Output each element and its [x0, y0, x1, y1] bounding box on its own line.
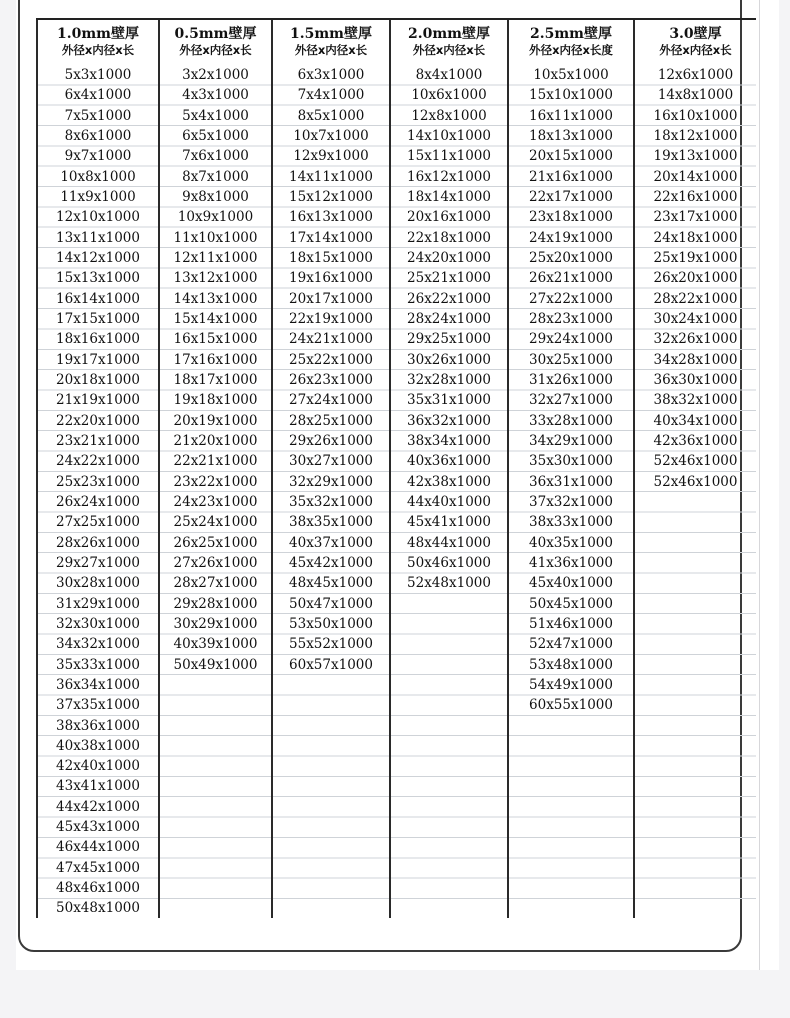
table-cell: 52x46x1000: [653, 473, 738, 490]
table-cell: 35x32x1000: [289, 493, 373, 510]
table-cell: 51x46x1000: [529, 615, 613, 632]
table-cell: 20x18x1000: [56, 371, 140, 388]
table-cell: 48x45x1000: [289, 575, 373, 592]
table-cell: 7x4x1000: [297, 87, 365, 104]
table-cell: 7x6x1000: [182, 148, 249, 165]
table-cell: 4x3x1000: [182, 87, 249, 104]
table-cell: 60x55x1000: [529, 697, 613, 714]
table-cell: 15x13x1000: [56, 270, 140, 287]
column-subtitle: 外径x内径x长: [294, 43, 368, 57]
table-cell: 11x9x1000: [60, 188, 136, 205]
table-cell: 34x28x1000: [653, 351, 738, 368]
column-2-0mm: [391, 20, 509, 918]
table-cell: 26x21x1000: [529, 270, 613, 287]
table-cell: 19x16x1000: [289, 270, 373, 287]
table-cell: 42x40x1000: [56, 758, 140, 775]
table-cell: 33x28x1000: [529, 412, 613, 429]
column-1-5mm: [273, 20, 391, 918]
table-cell: 3x2x1000: [182, 67, 249, 83]
table-cell: 5x3x1000: [64, 67, 132, 83]
table-cell: 13x12x1000: [173, 270, 258, 287]
table-cell: 12x6x1000: [657, 67, 734, 83]
table-cell: 19x17x1000: [56, 351, 140, 368]
table-cell: 8x6x1000: [64, 127, 132, 144]
table-cell: 16x13x1000: [289, 209, 373, 226]
table-cell: 22x17x1000: [529, 188, 613, 205]
column-subtitle: 外径x内径x长: [61, 43, 135, 57]
table-cell: 36x34x1000: [56, 676, 140, 693]
table-cell: 50x45x1000: [529, 595, 613, 612]
table-cell: 8x4x1000: [415, 67, 483, 83]
table-cell: 21x16x1000: [529, 168, 613, 185]
table-cell: 30x24x1000: [653, 310, 738, 327]
column-title: 1.5mm壁厚: [290, 26, 372, 42]
table-cell: 15x10x1000: [529, 87, 613, 104]
table-cell: 23x22x1000: [173, 473, 258, 490]
table-cell: 8x7x1000: [182, 168, 249, 185]
table-cell: 32x28x1000: [407, 371, 491, 388]
table-cell: 8x5x1000: [297, 107, 365, 124]
table-cell: 5x4x1000: [182, 107, 249, 124]
column-header: [273, 20, 389, 65]
table-cell: 16x10x1000: [653, 107, 738, 124]
table-cell: 19x18x1000: [173, 392, 258, 409]
table-cell: 18x14x1000: [407, 188, 491, 205]
table-cell: 30x25x1000: [529, 351, 613, 368]
table-cell: 6x3x1000: [297, 67, 365, 83]
table-cell: 50x48x1000: [56, 900, 140, 917]
table-cell: 12x10x1000: [56, 209, 140, 226]
column-header: [160, 20, 271, 65]
table-cell: 27x25x1000: [56, 514, 140, 531]
table-cell: 21x19x1000: [56, 392, 140, 409]
table-cell: 30x26x1000: [407, 351, 491, 368]
column-title: 2.5mm壁厚: [530, 26, 612, 42]
table-cell: 23x17x1000: [653, 209, 738, 226]
table-cell: 13x11x1000: [56, 229, 140, 246]
table-cell: 31x26x1000: [529, 371, 613, 388]
column-3-0mm: [635, 20, 756, 918]
column-title: 2.0mm壁厚: [408, 26, 490, 42]
table-cell: 40x39x1000: [173, 636, 258, 653]
table-cell: 35x33x1000: [56, 656, 140, 673]
table-cell: 25x24x1000: [173, 514, 258, 531]
table-cell: 40x36x1000: [407, 453, 491, 470]
table-cell: 35x31x1000: [407, 392, 491, 409]
table-cell: 18x15x1000: [289, 249, 373, 266]
table-cell: 43x41x1000: [56, 778, 140, 795]
table-cell: 22x20x1000: [56, 412, 140, 429]
table-cell: 48x46x1000: [56, 880, 140, 897]
column-rows: [273, 65, 389, 918]
table-cell: 26x24x1000: [56, 493, 140, 510]
table-cell: 29x25x1000: [407, 331, 491, 348]
table-cell: 14x8x1000: [657, 87, 734, 104]
table-cell: 38x36x1000: [56, 717, 140, 734]
table-cell: 22x18x1000: [407, 229, 491, 246]
table-cell: 15x14x1000: [173, 310, 258, 327]
table-cell: 24x19x1000: [529, 229, 613, 246]
table-cell: 21x20x1000: [173, 432, 258, 449]
table-cell: 10x5x1000: [533, 67, 609, 83]
column-subtitle: 外径x内径x长度: [529, 43, 613, 57]
table-cell: 25x22x1000: [289, 351, 373, 368]
table-cell: 34x32x1000: [56, 636, 140, 653]
table-cell: 28x26x1000: [56, 534, 140, 551]
table-cell: 54x49x1000: [529, 676, 613, 693]
table-cell: 55x52x1000: [289, 636, 373, 653]
table-cell: 50x49x1000: [173, 656, 258, 673]
column-rows: [391, 65, 507, 918]
table-cell: 32x30x1000: [56, 615, 140, 632]
table-cell: 38x32x1000: [653, 392, 738, 409]
table-cell: 22x19x1000: [289, 310, 373, 327]
table-cell: 28x23x1000: [529, 310, 613, 327]
table-cell: 28x24x1000: [407, 310, 491, 327]
table-cell: 29x28x1000: [173, 595, 258, 612]
table-cell: 24x22x1000: [56, 453, 140, 470]
column-header: [38, 20, 158, 65]
table-cell: 14x10x1000: [407, 127, 491, 144]
table-cell: 42x36x1000: [653, 432, 738, 449]
table-cell: 9x7x1000: [64, 148, 132, 165]
table-cell: 16x11x1000: [529, 107, 613, 124]
table-cell: 10x7x1000: [293, 127, 369, 144]
table-cell: 15x12x1000: [289, 188, 373, 205]
table-cell: 45x41x1000: [407, 514, 491, 531]
table-cell: 23x18x1000: [529, 209, 613, 226]
table-cell: 15x11x1000: [407, 148, 491, 165]
table-cell: 12x9x1000: [293, 148, 369, 165]
table-cell: 20x19x1000: [173, 412, 258, 429]
table-cell: 40x37x1000: [289, 534, 373, 551]
table-cell: 40x34x1000: [653, 412, 738, 429]
table-cell: 18x12x1000: [653, 127, 738, 144]
table-cell: 17x14x1000: [289, 229, 373, 246]
table-cell: 24x21x1000: [289, 331, 373, 348]
table-cell: 20x14x1000: [653, 168, 738, 185]
table-cell: 28x25x1000: [289, 412, 373, 429]
table-cell: 42x38x1000: [407, 473, 491, 490]
column-rows: [635, 65, 756, 918]
table-cell: 29x26x1000: [289, 432, 373, 449]
table-cell: 32x29x1000: [289, 473, 373, 490]
table-cell: 44x42x1000: [56, 798, 140, 815]
table-cell: 16x12x1000: [407, 168, 491, 185]
table-cell: 25x23x1000: [56, 473, 140, 490]
table-cell: 27x22x1000: [529, 290, 613, 307]
tube-size-table: [36, 20, 756, 918]
table-cell: 48x44x1000: [407, 534, 491, 551]
table-cell: 20x16x1000: [407, 209, 491, 226]
column-title: 0.5mm壁厚: [174, 26, 257, 42]
table-cell: 30x27x1000: [289, 453, 373, 470]
table-cell: 14x11x1000: [289, 168, 373, 185]
column-rows: [509, 65, 633, 918]
table-cell: 53x50x1000: [289, 615, 373, 632]
table-cell: 22x21x1000: [173, 453, 258, 470]
table-cell: 26x20x1000: [653, 270, 738, 287]
table-cell: 24x20x1000: [407, 249, 491, 266]
table-cell: 46x44x1000: [56, 839, 140, 856]
table-cell: 25x19x1000: [653, 249, 738, 266]
table-cell: 38x34x1000: [407, 432, 491, 449]
table-cell: 26x25x1000: [173, 534, 258, 551]
column-header: [391, 20, 507, 65]
table-cell: 18x17x1000: [173, 371, 258, 388]
table-cell: 36x32x1000: [407, 412, 491, 429]
table-cell: 50x46x1000: [407, 554, 491, 571]
table-cell: 22x16x1000: [653, 188, 738, 205]
table-cell: 38x33x1000: [529, 514, 613, 531]
table-cell: 25x21x1000: [407, 270, 491, 287]
table-cell: 37x32x1000: [529, 493, 613, 510]
table-cell: 6x5x1000: [182, 127, 249, 144]
table-cell: 50x47x1000: [289, 595, 373, 612]
table-cell: 10x8x1000: [60, 168, 136, 185]
table-cell: 26x23x1000: [289, 371, 373, 388]
table-cell: 52x47x1000: [529, 636, 613, 653]
table-cell: 6x4x1000: [64, 87, 132, 104]
table-cell: 29x24x1000: [529, 331, 613, 348]
table-cell: 45x42x1000: [289, 554, 373, 571]
table-cell: 14x13x1000: [173, 290, 258, 307]
table-cell: 12x8x1000: [411, 107, 487, 124]
table-cell: 52x48x1000: [407, 575, 491, 592]
column-header: [635, 20, 756, 65]
table-cell: 28x22x1000: [653, 290, 738, 307]
table-cell: 40x38x1000: [56, 737, 140, 754]
table-cell: 38x35x1000: [289, 514, 373, 531]
column-title: 3.0壁厚: [669, 26, 722, 42]
table-cell: 47x45x1000: [56, 859, 140, 876]
table-cell: 27x24x1000: [289, 392, 373, 409]
column-subtitle: 外径x内径x长: [179, 43, 252, 57]
column-header: [509, 20, 633, 65]
table-cell: 28x27x1000: [173, 575, 258, 592]
table-cell: 34x29x1000: [529, 432, 613, 449]
table-cell: 16x15x1000: [173, 331, 258, 348]
table-cell: 7x5x1000: [64, 107, 132, 124]
table-cell: 16x14x1000: [56, 290, 140, 307]
table-cell: 23x21x1000: [56, 432, 140, 449]
column-1-0mm: [36, 20, 160, 918]
table-cell: 45x40x1000: [529, 575, 613, 592]
table-cell: 17x16x1000: [173, 351, 258, 368]
table-cell: 45x43x1000: [56, 819, 140, 836]
table-cell: 30x28x1000: [56, 575, 140, 592]
table-cell: 44x40x1000: [407, 493, 491, 510]
table-cell: 20x15x1000: [529, 148, 613, 165]
table-cell: 36x31x1000: [529, 473, 613, 490]
column-rows: [38, 65, 158, 918]
table-cell: 35x30x1000: [529, 453, 613, 470]
table-cell: 31x29x1000: [56, 595, 140, 612]
table-cell: 14x12x1000: [56, 249, 140, 266]
table-cell: 36x30x1000: [653, 371, 738, 388]
table-cell: 40x35x1000: [529, 534, 613, 551]
table-cell: 32x26x1000: [653, 331, 738, 348]
column-title: 1.0mm壁厚: [57, 26, 139, 42]
table-cell: 18x13x1000: [529, 127, 613, 144]
table-cell: 41x36x1000: [529, 554, 613, 571]
table-cell: 30x29x1000: [173, 615, 258, 632]
column-subtitle: 外径x内径x长: [412, 43, 486, 57]
table-cell: 24x23x1000: [173, 493, 258, 510]
column-rows: [160, 65, 271, 918]
table-cell: 60x57x1000: [289, 656, 373, 673]
table-cell: 18x16x1000: [56, 331, 140, 348]
table-cell: 17x15x1000: [56, 310, 140, 327]
table-cell: 37x35x1000: [56, 697, 140, 714]
page-edge-divider: [759, 0, 760, 970]
table-cell: 19x13x1000: [653, 148, 738, 165]
column-subtitle: 外径x内径x长: [659, 43, 732, 57]
column-2-5mm: [509, 20, 635, 918]
table-cell: 29x27x1000: [56, 554, 140, 571]
table-cell: 25x20x1000: [529, 249, 613, 266]
table-cell: 32x27x1000: [529, 392, 613, 409]
table-cell: 11x10x1000: [173, 229, 258, 246]
table-cell: 26x22x1000: [407, 290, 491, 307]
table-cell: 9x8x1000: [182, 188, 249, 205]
table-cell: 12x11x1000: [173, 249, 258, 266]
table-cell: 52x46x1000: [653, 453, 738, 470]
table-cell: 53x48x1000: [529, 656, 613, 673]
table-cell: 10x9x1000: [177, 209, 254, 226]
column-0-5mm: [160, 20, 273, 918]
table-cell: 24x18x1000: [653, 229, 738, 246]
table-cell: 27x26x1000: [173, 554, 258, 571]
table-cell: 20x17x1000: [289, 290, 373, 307]
table-cell: 10x6x1000: [411, 87, 487, 104]
